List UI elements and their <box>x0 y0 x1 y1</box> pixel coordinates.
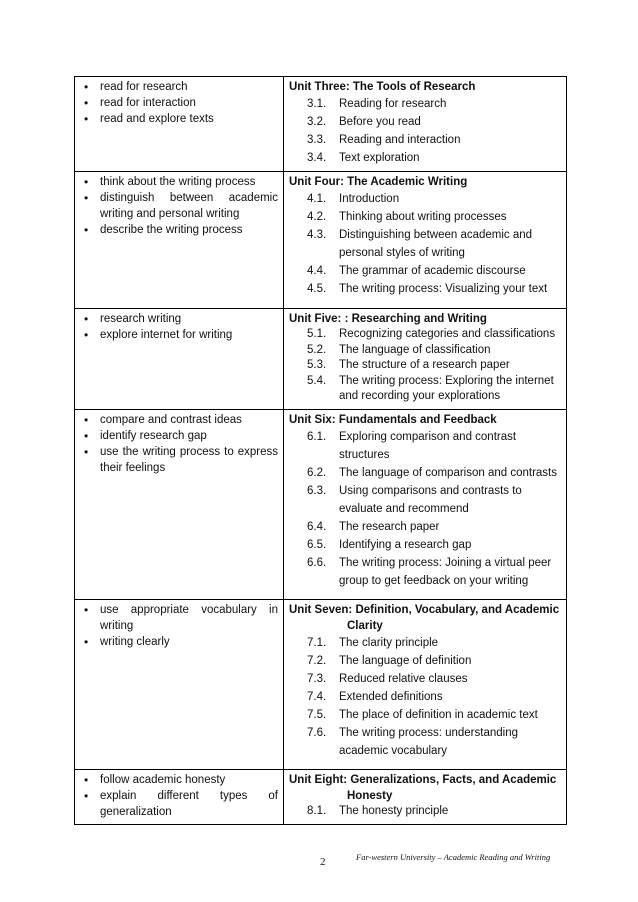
list-item: • use the writing process to express their feelings <box>80 444 278 476</box>
topic-number: 4.1. <box>307 193 327 205</box>
list-item <box>289 327 561 343</box>
list-item: • research writing <box>80 311 278 327</box>
page-number: 2 <box>320 856 326 868</box>
unit-title: Unit Six: Fundamentals and Feedback <box>289 413 497 426</box>
list-item <box>289 343 561 359</box>
topic-text: Reduced relative clauses <box>339 672 468 685</box>
topic-text: Thinking about writing processes <box>339 211 507 223</box>
topic-text: The writing process: Visualizing your text <box>339 283 548 295</box>
list-item: • explore internet for writing <box>80 327 278 343</box>
topics-list <box>289 327 561 405</box>
topic-text: The place of definition in academic text <box>339 708 538 721</box>
objectives-list <box>80 174 278 238</box>
content-cell <box>284 599 567 769</box>
unit-title <box>289 602 561 634</box>
topic-number: 3.3. <box>307 134 327 146</box>
list-item: • compare and contrast ideas <box>80 412 278 428</box>
unit-title-line: Unit Eight: Generalizations, Facts, and Academic <box>289 773 557 786</box>
topic-number: 4.2. <box>307 211 327 223</box>
content-cell <box>284 769 567 824</box>
topic-number: 5.2. <box>307 343 327 356</box>
list-item: • read for research <box>80 79 278 95</box>
topic-number: 4.5. <box>307 283 327 295</box>
content-cell <box>284 77 567 172</box>
list-item: • follow academic honesty <box>80 772 278 788</box>
topic-number: 6.4. <box>307 520 327 533</box>
topic-text: The language of definition <box>339 654 472 667</box>
list-item <box>289 113 561 131</box>
topic-number: 6.6. <box>307 556 327 569</box>
list-item: • think about the writing process <box>80 174 278 190</box>
topics-list <box>289 95 561 167</box>
list-item <box>289 280 561 298</box>
list-item: • identify research gap <box>80 428 278 444</box>
topic-text: Before you read <box>339 116 421 128</box>
list-item: • use appropriate vocabulary in writing <box>80 602 278 634</box>
list-item: • writing clearly <box>80 634 278 650</box>
objectives-list <box>80 412 278 476</box>
topics-list <box>289 804 561 820</box>
topic-number: 7.1. <box>307 636 327 649</box>
topic-number: 4.3. <box>307 229 327 241</box>
topic-text: The structure of a research paper <box>339 359 510 371</box>
topic-number: 3.2. <box>307 116 327 128</box>
content-cell <box>284 309 567 410</box>
topic-text: Introduction <box>339 193 400 205</box>
topic-text: The writing process: Exploring the internet and recording your explorations <box>339 374 554 402</box>
unit-title-continuation: Honesty <box>347 789 393 802</box>
list-item <box>289 554 561 590</box>
topic-number: 7.6. <box>307 726 327 739</box>
list-item <box>289 374 561 405</box>
table-row <box>75 172 567 309</box>
topic-number: 7.4. <box>307 690 327 703</box>
list-item <box>289 688 561 706</box>
topic-number: 4.4. <box>307 265 327 277</box>
topic-text: Using comparisons and contrasts to evaluate and recommend <box>339 484 522 515</box>
topic-text: The research paper <box>339 520 440 533</box>
list-item <box>289 149 561 167</box>
topic-text: The grammar of academic discourse <box>339 265 526 277</box>
table-row <box>75 77 567 172</box>
list-item <box>289 482 561 518</box>
list-item <box>289 131 561 149</box>
topic-number: 8.1. <box>307 804 327 817</box>
list-item: • describe the writing process <box>80 222 278 238</box>
footer-text: Far-western University – Academic Reading and Writing <box>356 852 551 862</box>
list-item <box>289 262 561 280</box>
topic-number: 5.4. <box>307 374 327 387</box>
list-item <box>289 190 561 208</box>
topic-text: Text exploration <box>339 152 420 164</box>
topic-text: The language of comparison and contrasts <box>339 466 557 479</box>
list-item: • distinguish between academic writing and personal writing <box>80 190 278 222</box>
topic-text: The honesty principle <box>339 804 449 817</box>
topic-text: Distinguishing between academic and personal styles of writing <box>339 229 533 259</box>
unit-title-line: Unit Seven: Definition, Vocabulary, and Academic <box>289 603 560 616</box>
unit-title <box>289 772 561 804</box>
topic-text: The clarity principle <box>339 636 439 649</box>
topic-text: The writing process: understanding academic vocabulary <box>339 726 518 757</box>
list-item <box>289 95 561 113</box>
table-row <box>75 769 567 824</box>
objectives-list <box>80 79 278 127</box>
topic-number: 3.1. <box>307 98 327 110</box>
list-item <box>289 670 561 688</box>
objectives-list <box>80 311 278 343</box>
topic-number: 3.4. <box>307 152 327 164</box>
topics-list <box>289 428 561 590</box>
content-cell <box>284 409 567 599</box>
objectives-cell <box>75 309 284 410</box>
objectives-cell <box>75 172 284 309</box>
topic-number: 7.5. <box>307 708 327 721</box>
topic-number: 5.3. <box>307 359 327 371</box>
list-item <box>289 652 561 670</box>
list-item <box>289 208 561 226</box>
list-item <box>289 804 561 820</box>
list-item: • explain different types of generalization <box>80 788 278 820</box>
table-row <box>75 309 567 410</box>
list-item <box>289 464 561 482</box>
topic-number: 7.2. <box>307 654 327 667</box>
topic-number: 6.5. <box>307 538 327 551</box>
objectives-cell <box>75 77 284 172</box>
topics-list <box>289 190 561 298</box>
unit-title: Unit Four: The Academic Writing <box>289 176 468 188</box>
topic-number: 5.1. <box>307 328 327 340</box>
table-row <box>75 409 567 599</box>
list-item <box>289 536 561 554</box>
topic-number: 6.1. <box>307 430 327 443</box>
topic-number: 6.2. <box>307 466 327 479</box>
list-item: • read and explore texts <box>80 111 278 127</box>
objectives-cell <box>75 599 284 769</box>
content-cell <box>284 172 567 309</box>
unit-title-continuation: Clarity <box>347 619 383 632</box>
list-item <box>289 518 561 536</box>
topic-text: Recognizing categories and classifications <box>339 328 556 340</box>
objectives-list <box>80 772 278 820</box>
topic-text: Extended definitions <box>339 690 443 703</box>
topics-list <box>289 634 561 760</box>
list-item <box>289 634 561 652</box>
topic-text: Reading for research <box>339 98 447 110</box>
objectives-cell <box>75 409 284 599</box>
topic-number: 7.3. <box>307 672 327 685</box>
objectives-list <box>80 602 278 650</box>
list-item <box>289 724 561 760</box>
unit-title: Unit Three: The Tools of Research <box>289 81 476 93</box>
topic-text: Identifying a research gap <box>339 538 472 551</box>
topic-number: 6.3. <box>307 484 327 497</box>
topic-text: Reading and interaction <box>339 134 461 146</box>
unit-title: Unit Five: : Researching and Writing <box>289 313 487 325</box>
syllabus-table <box>74 76 567 825</box>
list-item: • read for interaction <box>80 95 278 111</box>
topic-text: The language of classification <box>339 343 491 356</box>
objectives-cell <box>75 769 284 824</box>
list-item <box>289 226 561 262</box>
list-item <box>289 358 561 374</box>
list-item <box>289 706 561 724</box>
list-item <box>289 428 561 464</box>
topic-text: The writing process: Joining a virtual peer group to get feedback on your writing <box>339 556 552 587</box>
topic-text: Exploring comparison and contrast structures <box>339 430 517 461</box>
table-row <box>75 599 567 769</box>
